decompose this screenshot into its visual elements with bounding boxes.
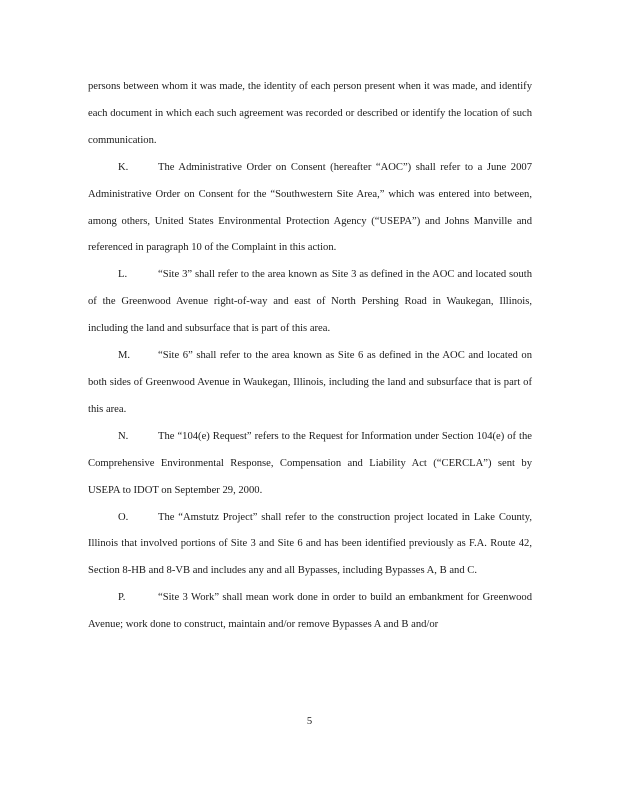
paragraph-letter: K. xyxy=(118,161,129,173)
paragraph-letter: P. xyxy=(118,592,126,604)
paragraph-n xyxy=(88,424,532,505)
paragraph-letter: O. xyxy=(118,511,129,523)
paragraph-text: The Administrative Order on Consent (hereafter “AOC”) shall refer to a June 2007 Administrative Order on Consent for the “Southwestern Site Area,” which was entered into between, among others, United States Environmental Protection Agency (“USEPA”) and Johns Manville and referenced in paragraph 10 of the Complaint in this action. xyxy=(88,161,532,254)
paragraph-letter: L. xyxy=(118,269,128,281)
paragraph-letter: M. xyxy=(118,350,131,362)
paragraph-l xyxy=(88,262,532,343)
paragraph-text: “Site 3” shall refer to the area known as Site 3 as defined in the AOC and located south of the Greenwood Avenue right-of-way and east of North Pershing Road in Waukegan, Illinois, including the land and subsurface that is part of this area. xyxy=(88,269,532,335)
paragraph-text: The “Amstutz Project” shall refer to the construction project located in Lake County, Illinois that involved portions of Site 3 and Site 6 and has been identified previously as F.A. Route 42, Section 8-HB and 8-VB and includes any and all Bypasses, including Bypasses A, B and C. xyxy=(88,511,532,577)
paragraph-text: “Site 6” shall refer to the area known as Site 6 as defined in the AOC and located on both sides of Greenwood Avenue in Waukegan, Illinois, including the land and subsurface that is part of this area. xyxy=(88,350,532,415)
document-body xyxy=(88,74,532,639)
paragraph-p xyxy=(88,585,532,639)
paragraph-m xyxy=(88,343,532,424)
paragraph-text: persons between whom it was made, the identity of each person present when it was made, and identify each document in which each such agreement was recorded or described or identify the location of such communication. xyxy=(88,81,532,146)
paragraph-letter: N. xyxy=(118,430,129,442)
paragraph-k xyxy=(88,155,532,263)
paragraph-text: The “104(e) Request” refers to the Request for Information under Section 104(e) of the Comprehensive Environmental Response, Compensation and Liability Act (“CERCLA”) sent by USEPA to IDOT on September 29, 2000. xyxy=(88,430,532,496)
paragraph-continued xyxy=(88,74,532,155)
paragraph-text: “Site 3 Work” shall mean work done in order to build an embankment for Greenwood Avenue; work done to construct, maintain and/or remove Bypasses A and B and/or xyxy=(88,592,532,631)
page-number: 5 xyxy=(306,716,313,727)
paragraph-o xyxy=(88,505,532,586)
